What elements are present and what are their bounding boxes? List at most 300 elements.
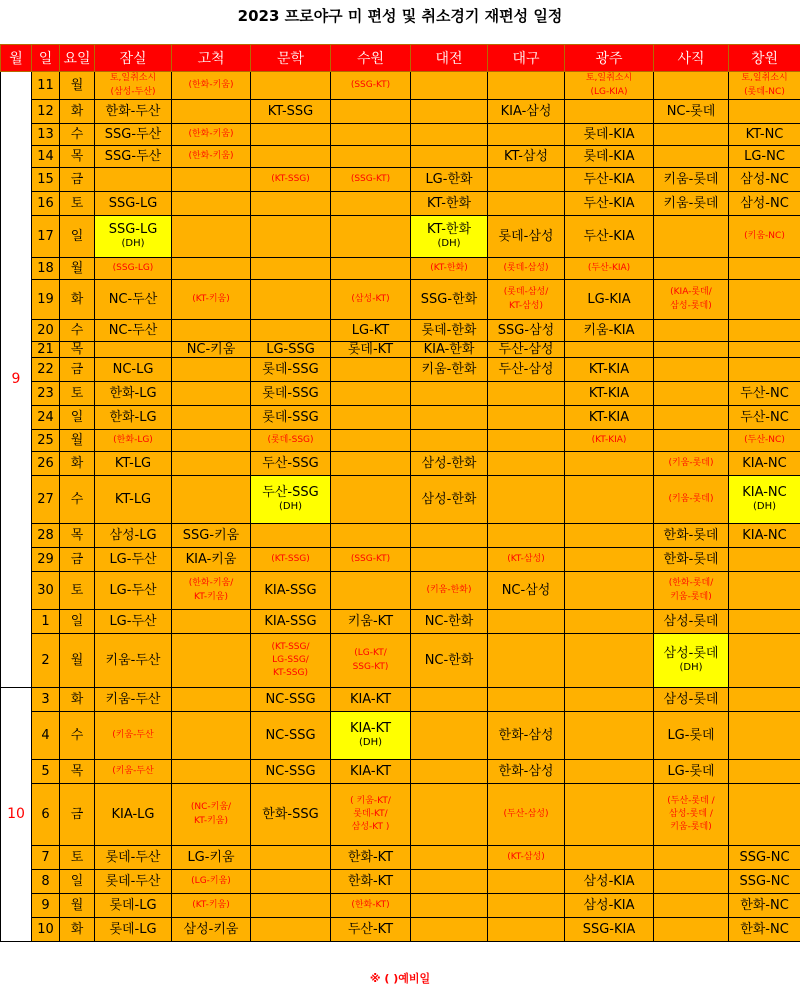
game-cell (488, 634, 565, 688)
table-row (1, 894, 800, 918)
game-cell (251, 146, 331, 168)
table-row (1, 382, 800, 406)
game-cell (488, 688, 565, 712)
page-title: 2023 프로야구 미 편성 및 취소경기 재편성 일정 (237, 7, 563, 25)
game-cell: 삼성-NC (729, 168, 800, 192)
day-cell: 22 (32, 358, 60, 382)
game-cell (95, 216, 172, 258)
game-cell (251, 216, 331, 258)
game-cell (95, 760, 172, 784)
game-cell (654, 342, 729, 358)
column-header: 잠실 (95, 45, 172, 72)
game-cell (331, 124, 411, 146)
backup-game-text: 삼성-KT ) (351, 822, 390, 833)
column-header: 대전 (411, 45, 488, 72)
game-cell (251, 894, 331, 918)
backup-game-text: (KT-KIA) (591, 434, 627, 445)
backup-game-text: (KT-한화) (430, 262, 468, 273)
game-cell (729, 476, 800, 524)
game-cell: NC-SSG (251, 712, 331, 760)
column-header: 광주 (565, 45, 654, 72)
game-cell: SSG-두산 (95, 124, 172, 146)
game-cell: SSG-두산 (95, 146, 172, 168)
day-cell: 8 (32, 870, 60, 894)
day-cell: 13 (32, 124, 60, 146)
game-cell (729, 712, 800, 760)
game-cell (654, 146, 729, 168)
day-cell: 29 (32, 548, 60, 572)
game-cell (331, 382, 411, 406)
game-cell (411, 406, 488, 430)
game-cell (411, 572, 488, 610)
game-cell: 롯데-LG (95, 894, 172, 918)
game-cell (488, 894, 565, 918)
backup-game-text: (LG-KIA) (590, 86, 628, 97)
game-cell (565, 548, 654, 572)
weekday-cell: 일 (60, 870, 95, 894)
game-cell (488, 192, 565, 216)
game-cell (729, 784, 800, 846)
weekday-cell: 월 (60, 72, 95, 100)
game-cell (411, 688, 488, 712)
backup-game-text: (KT-삼성) (507, 553, 545, 564)
game-cell: KIA-NC (729, 452, 800, 476)
game-cell (331, 216, 411, 258)
game-cell (172, 894, 251, 918)
game-cell (488, 610, 565, 634)
game-cell: LG-한화 (411, 168, 488, 192)
game-cell (411, 430, 488, 452)
game-cell: 롯데-두산 (95, 870, 172, 894)
backup-game-text: (키움-NC) (744, 230, 785, 241)
game-cell (411, 894, 488, 918)
game-cell (654, 894, 729, 918)
game-cell (251, 124, 331, 146)
game-cell (729, 320, 800, 342)
game-text: SSG-LG (108, 222, 158, 238)
game-cell (565, 476, 654, 524)
backup-game-text: KT-키움) (193, 815, 229, 826)
day-cell: 12 (32, 100, 60, 124)
game-cell (729, 100, 800, 124)
backup-game-text: (KT-SSG) (271, 553, 310, 564)
weekday-cell: 월 (60, 258, 95, 280)
game-cell (411, 784, 488, 846)
weekday-cell: 목 (60, 524, 95, 548)
game-cell (172, 382, 251, 406)
table-row (1, 406, 800, 430)
game-cell (488, 452, 565, 476)
game-cell: 삼성-NC (729, 192, 800, 216)
game-cell (251, 430, 331, 452)
game-cell: LG-NC (729, 146, 800, 168)
game-cell (411, 146, 488, 168)
day-cell: 19 (32, 280, 60, 320)
weekday-cell: 금 (60, 548, 95, 572)
game-cell (565, 712, 654, 760)
game-cell: SSG-NC (729, 870, 800, 894)
day-cell: 18 (32, 258, 60, 280)
game-cell: SSG-삼성 (488, 320, 565, 342)
backup-game-text: (삼성-두산) (110, 86, 156, 97)
game-cell (331, 894, 411, 918)
game-cell: 두산-KIA (565, 216, 654, 258)
day-cell: 24 (32, 406, 60, 430)
table-row (1, 192, 800, 216)
game-text: 두산-SSG (262, 485, 319, 501)
backup-game-text: 키움-롯데) (670, 822, 712, 833)
game-cell (488, 168, 565, 192)
game-cell: SSG-한화 (411, 280, 488, 320)
game-cell (95, 258, 172, 280)
game-cell (411, 712, 488, 760)
game-cell: NC-LG (95, 358, 172, 382)
weekday-cell: 금 (60, 784, 95, 846)
game-cell: 삼성-LG (95, 524, 172, 548)
game-cell (331, 146, 411, 168)
game-cell: SSG-KIA (565, 918, 654, 942)
game-cell: 한화-SSG (251, 784, 331, 846)
table-row (1, 258, 800, 280)
backup-game-text: (한화-KT) (351, 899, 390, 910)
game-cell: KT-KIA (565, 382, 654, 406)
game-cell (411, 846, 488, 870)
weekday-cell: 일 (60, 610, 95, 634)
game-cell (172, 430, 251, 452)
game-cell (331, 572, 411, 610)
game-cell (654, 72, 729, 100)
weekday-cell: 목 (60, 760, 95, 784)
table-row (1, 216, 800, 258)
backup-game-text: KT-키움) (193, 591, 229, 602)
game-cell (172, 572, 251, 610)
table-row (1, 760, 800, 784)
game-cell (251, 168, 331, 192)
game-cell: 키움-두산 (95, 688, 172, 712)
backup-game-text: KT-SSG) (272, 668, 309, 679)
backup-game-text: (SSG-KT) (350, 79, 391, 90)
weekday-cell: 화 (60, 918, 95, 942)
table-row (1, 100, 800, 124)
table-row (1, 688, 800, 712)
game-cell (411, 548, 488, 572)
day-cell: 14 (32, 146, 60, 168)
backup-game-text: (두산-롯데 / (667, 795, 715, 806)
game-cell (251, 72, 331, 100)
game-cell: 삼성-롯데 (654, 688, 729, 712)
game-cell: 한화-LG (95, 406, 172, 430)
doubleheader-label: (DH) (358, 737, 383, 749)
game-cell: NC-SSG (251, 760, 331, 784)
game-cell (331, 634, 411, 688)
backup-game-text: SSG-KT) (352, 661, 389, 672)
doubleheader-label: (DH) (278, 501, 303, 513)
weekday-cell: 토 (60, 382, 95, 406)
game-cell (172, 100, 251, 124)
backup-game-text: (두산-KIA) (587, 262, 631, 273)
weekday-cell: 수 (60, 124, 95, 146)
game-cell (251, 280, 331, 320)
game-cell (729, 280, 800, 320)
game-cell (488, 72, 565, 100)
weekday-cell: 토 (60, 846, 95, 870)
game-cell: KT-KIA (565, 406, 654, 430)
table-row (1, 320, 800, 342)
day-cell: 1 (32, 610, 60, 634)
game-cell (95, 342, 172, 358)
backup-game-text: 토,일취소시 (585, 73, 633, 84)
table-row (1, 146, 800, 168)
game-cell: 한화-두산 (95, 100, 172, 124)
weekday-cell: 일 (60, 216, 95, 258)
backup-game-text: (한화-키움) (188, 150, 234, 161)
game-cell (172, 280, 251, 320)
game-cell: KT-삼성 (488, 146, 565, 168)
game-cell: 키움-한화 (411, 358, 488, 382)
column-header: 일 (32, 45, 60, 72)
game-cell (331, 712, 411, 760)
game-cell: NC-두산 (95, 320, 172, 342)
game-cell (251, 476, 331, 524)
game-cell: KT-SSG (251, 100, 331, 124)
game-cell (411, 524, 488, 548)
game-cell (251, 918, 331, 942)
game-cell: KIA-KT (331, 760, 411, 784)
game-text: KIA-NC (742, 485, 787, 501)
backup-game-text: 삼성-롯데 / (669, 808, 713, 819)
game-cell (488, 124, 565, 146)
game-cell (729, 258, 800, 280)
game-cell (172, 476, 251, 524)
backup-game-text: 토,일취소시 (741, 73, 788, 84)
game-cell: 한화-KT (331, 870, 411, 894)
weekday-cell: 화 (60, 688, 95, 712)
game-cell (95, 72, 172, 100)
table-row (1, 784, 800, 846)
backup-game-text: (키움-롯데) (668, 493, 714, 504)
game-cell (565, 430, 654, 452)
table-row (1, 712, 800, 760)
game-cell: 두산-NC (729, 382, 800, 406)
game-cell: KT-KIA (565, 358, 654, 382)
table-row (1, 846, 800, 870)
game-cell (172, 216, 251, 258)
game-cell (331, 784, 411, 846)
table-row (1, 918, 800, 942)
table-row (1, 870, 800, 894)
doubleheader-label: (DH) (679, 662, 703, 674)
column-header: 대구 (488, 45, 565, 72)
game-cell: NC-한화 (411, 610, 488, 634)
game-cell (251, 192, 331, 216)
game-cell (331, 358, 411, 382)
game-cell (488, 382, 565, 406)
backup-game-text: (SSG-KT) (350, 553, 391, 564)
column-header: 창원 (729, 45, 800, 72)
game-cell: NC-두산 (95, 280, 172, 320)
game-cell: SSG-NC (729, 846, 800, 870)
backup-game-text: (키움-롯데) (668, 457, 714, 468)
game-cell: LG-두산 (95, 572, 172, 610)
table-row (1, 610, 800, 634)
game-cell (729, 760, 800, 784)
game-cell: 키움-KT (331, 610, 411, 634)
game-cell: KT-한화 (411, 192, 488, 216)
weekday-cell: 목 (60, 342, 95, 358)
backup-game-text: (한화-키움/ (188, 578, 234, 589)
backup-game-text: (키움-한화) (426, 584, 472, 595)
game-cell: 삼성-KIA (565, 894, 654, 918)
game-cell (565, 452, 654, 476)
game-text: 삼성-롯데 (663, 646, 719, 662)
game-cell (565, 100, 654, 124)
backup-game-text: (롯데-삼성/ (503, 287, 549, 298)
game-cell (172, 358, 251, 382)
column-header: 문학 (251, 45, 331, 72)
game-cell: SSG-LG (95, 192, 172, 216)
game-cell (488, 280, 565, 320)
game-cell (172, 452, 251, 476)
table-row (1, 358, 800, 382)
game-cell (172, 146, 251, 168)
game-cell: 롯데-SSG (251, 358, 331, 382)
game-cell: 한화-롯데 (654, 524, 729, 548)
day-cell: 23 (32, 382, 60, 406)
game-cell: 한화-삼성 (488, 712, 565, 760)
doubleheader-label: (DH) (437, 238, 461, 250)
game-cell: 한화-NC (729, 918, 800, 942)
game-cell (172, 320, 251, 342)
game-cell (172, 168, 251, 192)
game-cell (411, 216, 488, 258)
backup-game-text: 키움-롯데) (670, 591, 712, 602)
game-cell (654, 320, 729, 342)
table-row (1, 72, 800, 100)
game-cell (488, 258, 565, 280)
game-cell (172, 688, 251, 712)
game-cell (488, 430, 565, 452)
game-cell (172, 784, 251, 846)
game-cell: LG-롯데 (654, 712, 729, 760)
game-cell: 한화-롯데 (654, 548, 729, 572)
weekday-cell: 월 (60, 430, 95, 452)
game-cell (488, 406, 565, 430)
game-cell (654, 280, 729, 320)
game-cell (565, 784, 654, 846)
game-cell (565, 342, 654, 358)
backup-game-text: (SSG-LG) (112, 262, 154, 273)
backup-game-text: (KT-키움) (192, 293, 230, 304)
game-cell: 한화-NC (729, 894, 800, 918)
game-cell: 롯데-KIA (565, 124, 654, 146)
doubleheader-label: (DH) (121, 238, 145, 250)
doubleheader-label: (DH) (752, 501, 777, 513)
game-cell (488, 784, 565, 846)
backup-game-text: (LG-KT/ (354, 648, 387, 659)
day-cell: 9 (32, 894, 60, 918)
game-cell (331, 476, 411, 524)
backup-game-text: (키움-두산 (112, 765, 154, 776)
game-cell (172, 610, 251, 634)
backup-game-text: (SSG-KT) (350, 173, 391, 184)
game-cell: 롯데-삼성 (488, 216, 565, 258)
day-cell: 4 (32, 712, 60, 760)
game-cell (172, 712, 251, 760)
weekday-cell: 수 (60, 320, 95, 342)
game-cell (411, 100, 488, 124)
game-cell (565, 634, 654, 688)
weekday-cell: 토 (60, 192, 95, 216)
game-cell: KIA-KT (331, 688, 411, 712)
game-cell: NC-SSG (251, 688, 331, 712)
game-cell (172, 124, 251, 146)
game-cell (95, 712, 172, 760)
backup-game-text: (LG-키움) (191, 875, 231, 886)
day-cell: 2 (32, 634, 60, 688)
game-cell: NC-한화 (411, 634, 488, 688)
day-cell: 15 (32, 168, 60, 192)
game-cell (172, 258, 251, 280)
weekday-cell: 화 (60, 280, 95, 320)
game-cell: 롯데-SSG (251, 406, 331, 430)
game-cell (411, 382, 488, 406)
month-cell: 9 (1, 72, 32, 688)
game-cell: SSG-키움 (172, 524, 251, 548)
game-cell (729, 548, 800, 572)
game-cell: LG-SSG (251, 342, 331, 358)
backup-game-text: (롯데-SSG) (267, 434, 314, 445)
game-cell (654, 452, 729, 476)
day-cell: 30 (32, 572, 60, 610)
game-cell: KT-LG (95, 476, 172, 524)
weekday-cell: 목 (60, 146, 95, 168)
game-cell (411, 870, 488, 894)
game-cell: 롯데-KT (331, 342, 411, 358)
table-row (1, 476, 800, 524)
game-cell (729, 342, 800, 358)
game-cell: 삼성-KIA (565, 870, 654, 894)
game-cell (565, 688, 654, 712)
day-cell: 7 (32, 846, 60, 870)
game-cell (251, 258, 331, 280)
backup-game-text: 토,일취소시 (109, 73, 157, 84)
weekday-cell: 월 (60, 634, 95, 688)
game-cell (654, 846, 729, 870)
game-cell: KIA-키움 (172, 548, 251, 572)
backup-game-text: (KT-삼성) (507, 851, 545, 862)
game-cell (411, 760, 488, 784)
footer-note: ※ ( )예비일 (369, 972, 431, 985)
game-text: KIA-KT (349, 721, 392, 737)
column-header: 요일 (60, 45, 95, 72)
game-cell: 두산-삼성 (488, 342, 565, 358)
game-cell (172, 72, 251, 100)
schedule-table (0, 44, 800, 942)
game-cell (654, 358, 729, 382)
day-cell: 11 (32, 72, 60, 100)
game-cell: NC-롯데 (654, 100, 729, 124)
game-cell (654, 784, 729, 846)
weekday-cell: 금 (60, 358, 95, 382)
game-cell (654, 634, 729, 688)
table-row (1, 452, 800, 476)
game-cell (654, 870, 729, 894)
backup-game-text: (KIA-롯데/ (670, 287, 712, 298)
backup-game-text: (한화-롯데/ (668, 578, 714, 589)
game-cell (654, 124, 729, 146)
game-cell: 삼성-키움 (172, 918, 251, 942)
game-cell: KIA-삼성 (488, 100, 565, 124)
